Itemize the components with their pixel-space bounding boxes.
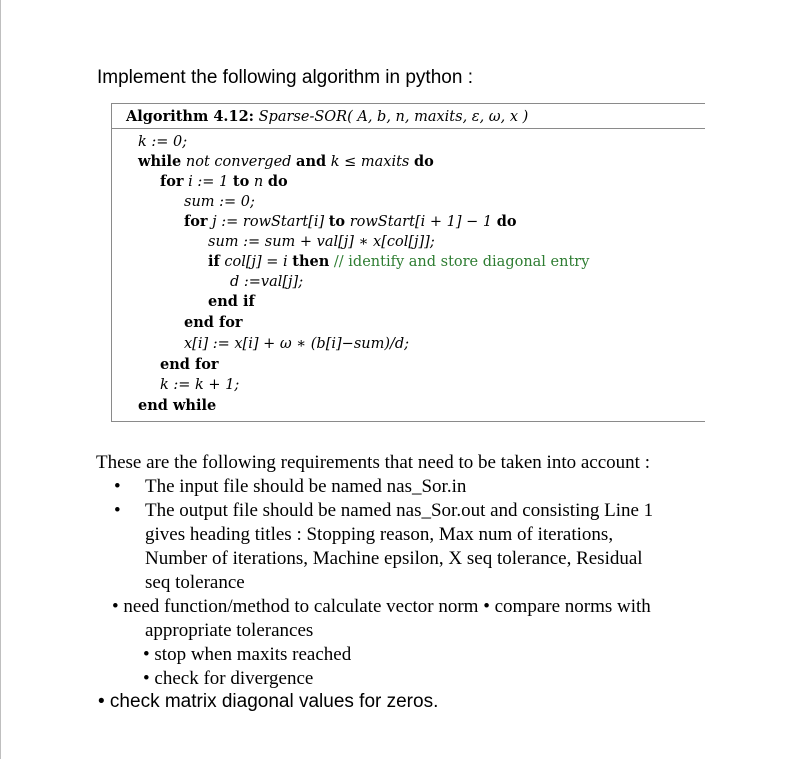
algo-text: rowStart[i + 1] − 1 xyxy=(349,214,493,230)
algo-line-13: k := k + 1; xyxy=(160,377,240,393)
keyword-do: do xyxy=(496,213,517,230)
bullet-icon: • xyxy=(114,476,121,497)
algo-text: n xyxy=(253,174,264,190)
keyword-while: while xyxy=(138,153,182,170)
algo-line-8: d :=val[j]; xyxy=(230,274,304,290)
algo-line-4: sum := 0; xyxy=(184,194,255,210)
requirement-divergence: • check for divergence xyxy=(143,668,314,689)
algo-text: k ≤ maxits xyxy=(330,154,410,170)
requirement-vector-norm-line2: appropriate tolerances xyxy=(145,620,314,641)
algo-line-12: end for xyxy=(160,356,219,373)
algorithm-header xyxy=(112,104,705,129)
requirement-input-file: The input file should be named nas_Sor.in xyxy=(145,476,467,497)
algo-line-9: end if xyxy=(208,293,255,310)
algorithm-title xyxy=(126,108,528,125)
bullet-icon: • xyxy=(114,500,121,521)
keyword-then: then xyxy=(292,253,330,270)
keyword-do: do xyxy=(267,173,288,190)
algorithm-box xyxy=(111,103,705,422)
requirement-diagonal-check: • check matrix diagonal values for zeros. xyxy=(98,691,439,712)
algo-text: i := 1 xyxy=(188,174,229,190)
requirement-vector-norm: • need function/method to calculate vector norm • compare norms with xyxy=(112,596,651,617)
algo-line-6: sum := sum + val[j] ∗ x[col[j]]; xyxy=(208,234,435,250)
algo-line-3 xyxy=(160,173,288,191)
page-left-border xyxy=(0,0,1,759)
requirement-stop-maxits: • stop when maxits reached xyxy=(143,644,352,665)
keyword-for: for xyxy=(160,173,184,190)
keyword-do: do xyxy=(413,153,434,170)
algo-line-1: k := 0; xyxy=(138,134,188,150)
requirement-output-file-line4: seq tolerance xyxy=(145,572,245,593)
algo-comment: // identify and store diagonal entry xyxy=(333,254,590,270)
algo-text: col[j] = i xyxy=(224,254,288,270)
keyword-and: and xyxy=(296,153,327,170)
keyword-for: for xyxy=(184,213,208,230)
algorithm-signature: Sparse-SOR( A, b, n, maxits, ε, ω, x ) xyxy=(258,109,529,125)
keyword-if: if xyxy=(208,253,220,270)
algo-line-2 xyxy=(138,153,434,171)
algo-line-14: end while xyxy=(138,397,217,414)
requirements-intro: These are the following requirements that need to be taken into account : xyxy=(96,452,650,473)
requirement-output-file-line1: The output file should be named nas_Sor.out and consisting Line 1 xyxy=(145,500,654,521)
page-heading: Implement the following algorithm in python : xyxy=(97,67,473,88)
algo-line-11: x[i] := x[i] + ω ∗ (b[i]−sum)/d; xyxy=(184,336,410,352)
algorithm-label: Algorithm 4.12: xyxy=(126,108,255,125)
requirement-output-file-line3: Number of iterations, Machine epsilon, X seq tolerance, Residual xyxy=(145,548,643,569)
keyword-to: to xyxy=(232,173,250,190)
algo-line-7 xyxy=(208,253,589,271)
algo-text: j := rowStart[i] xyxy=(212,214,325,230)
algo-line-5 xyxy=(184,213,517,231)
requirement-output-file-line2: gives heading titles : Stopping reason, Max num of iterations, xyxy=(145,524,614,545)
algo-line-10: end for xyxy=(184,314,243,331)
algo-text: not converged xyxy=(185,154,292,170)
keyword-to: to xyxy=(328,213,346,230)
